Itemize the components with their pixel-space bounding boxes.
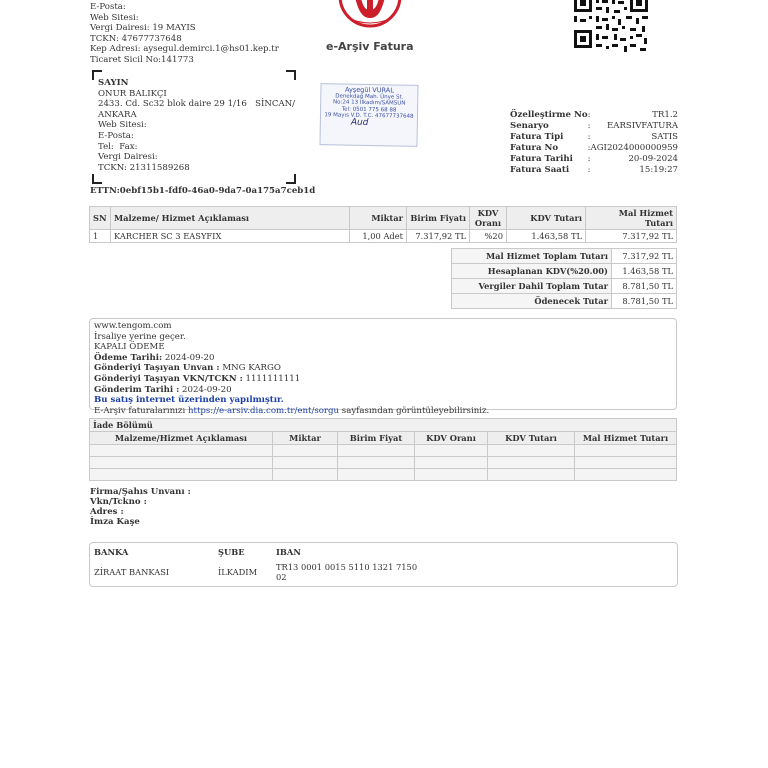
gib-logo	[336, 0, 404, 30]
signature-scribble: Aud	[350, 117, 369, 128]
col-vat-rate: KDV Oranı	[470, 207, 507, 230]
table-row	[90, 469, 677, 481]
items-table	[89, 206, 677, 243]
total-row: Ödenecek Tutar 8.781,50 TL	[452, 294, 677, 309]
notes-line2: İrsaliye yerine geçer.	[94, 331, 186, 342]
buyer-tckn: TCKN: 21311589268	[98, 162, 190, 173]
ettn: ETTN:0ebf15b1-fdf0-46a0-9da7-0a175a7ceb1d	[90, 186, 316, 196]
table-row: 1 KARCHER SC 3 EASYFIX 1,00 Adet 7.317,92 TL %20 1.463,58 TL 7.317,92 TL	[90, 230, 677, 243]
seller-email: E-Posta:	[90, 2, 126, 12]
table-row	[90, 445, 677, 457]
signature-block: Firma/Şahıs Unvanı : Vkn/Tckno : Adres : İmza Kaşe	[90, 487, 191, 527]
meta-row: Fatura Saati : 15:19:27	[510, 165, 679, 175]
seller-tckn: TCKN: 47677737648	[90, 33, 182, 44]
bank-name: ZİRAAT BANKASI	[94, 567, 170, 577]
meta-row: Fatura No : AGI2024000000959	[510, 143, 679, 153]
e-arsiv-link[interactable]: https://e-arsiv.dia.com.tr/ent/sorgu	[187, 405, 340, 416]
return-title: İade Bölümü	[90, 419, 677, 432]
seller-info	[90, 2, 300, 66]
meta-row: Fatura Tipi : SATIS	[510, 132, 679, 142]
col-quantity: Miktar	[350, 207, 407, 230]
total-row: Vergiler Dahil Toplam Tutar 8.781,50 TL	[452, 279, 677, 294]
col-line-total: Mal Hizmet Tutarı	[586, 207, 677, 230]
seller-stamp: Ayşegül VURAL Denekdağ Mah. Ünye St. No:24 13 İlkadım/SAMSUN Tel: 0501 775 68 88 19 Mayıs V.D. T.C. 47677737648 Aud	[319, 83, 418, 147]
internet-sale-note: Bu satış internet üzerinden yapılmıştır.	[94, 395, 284, 406]
seller-website: Web Sitesi:	[90, 12, 139, 23]
col-vat-amount: KDV Tutarı	[507, 207, 586, 230]
meta-row: Fatura Tarihi : 20-09-2024	[510, 154, 679, 164]
bank-box: BANKA ŞUBE IBAN ZİRAAT BANKASI İLKADIM TR13 0001 0015 5110 1321 7150 02	[89, 542, 678, 587]
seller-kep: Kep Adresi: aysegul.demirci.1@hs01.kep.tr	[90, 44, 279, 55]
invoice-meta	[510, 110, 678, 176]
buyer-email: E-Posta:	[98, 130, 134, 141]
bank-iban: TR13 0001 0015 5110 1321 7150 02	[276, 562, 418, 582]
buyer-city: ANKARA	[98, 109, 137, 120]
meta-row: Özelleştirme No : TR1.2	[510, 110, 679, 120]
qr-code-icon	[572, 0, 650, 54]
seller-trade-registry: Ticaret Sicil No:141773	[90, 54, 194, 65]
col-sn: SN	[90, 207, 111, 230]
notes-line3: KAPALI ÖDEME	[94, 342, 165, 353]
return-table: İade Bölümü Malzeme/Hizmet Açıklaması Miktar Birim Fiyat KDV Oranı KDV Tutarı Mal Hizmet Tutarı	[89, 418, 677, 481]
seller-tax-office: Vergi Dairesi: 19 MAYIS	[90, 23, 196, 34]
totals-table	[451, 248, 677, 309]
buyer-box	[92, 70, 296, 184]
notes-website: www.tengom.com	[94, 321, 172, 331]
total-row: Hesaplanan KDV(%20.00) 1.463,58 TL	[452, 264, 677, 279]
buyer-address: 2433. Cd. Sc32 blok daire 29 1/16 SİNCAN/	[98, 99, 296, 110]
buyer-heading: SAYIN	[98, 78, 129, 88]
notes-box: www.tengom.com İrsaliye yerine geçer. KAPALI ÖDEME Ödeme Tarihi: 2024-09-20 Gönderiyi Taşıyan Unvan : MNG KARGO Gönderiyi Taşıyan VKN/TCKN : 1111111111 Gönderim Tarihi : 2024-09-20 Bu satış internet üzerinden yapılmıştır. E-Arşiv faturalarınızı https://e-arsiv.dia.com.tr/ent/sorgu sayfasından görüntüleyebilirsiniz.	[89, 318, 677, 410]
col-unit-price: Birim Fiyatı	[407, 207, 470, 230]
document-title: e-Arşiv Fatura	[326, 40, 414, 53]
buyer-website: Web Sitesi:	[98, 120, 147, 131]
table-row	[90, 457, 677, 469]
meta-row: Senaryo : EARSIVFATURA	[510, 121, 679, 131]
buyer-tax-office: Vergi Dairesi:	[98, 152, 158, 163]
total-row: Mal Hizmet Toplam Tutarı 7.317,92 TL	[452, 249, 677, 264]
col-description: Malzeme/ Hizmet Açıklaması	[111, 207, 350, 230]
buyer-phone: Tel: Fax:	[98, 141, 138, 152]
buyer-name: ONUR BALIKÇI	[98, 88, 167, 99]
bank-branch: İLKADIM	[218, 567, 258, 577]
